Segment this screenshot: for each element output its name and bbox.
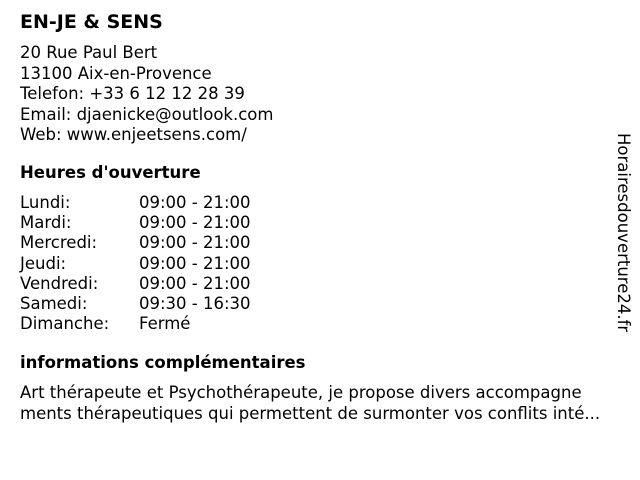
hours-day: Lundi: [20, 193, 71, 212]
hours-time: 09:00 - 21:00 [139, 273, 251, 293]
address-street: 20 Rue Paul Bert [20, 43, 158, 62]
site-watermark: Horairesdouverture24.fr [614, 133, 633, 333]
address-city: 13100 Aix-en-Provence [20, 63, 212, 83]
hours-day: Mercredi: [20, 233, 98, 253]
hours-time: Fermé [139, 314, 191, 334]
phone-number: Telefon: +33 6 12 12 28 39 [20, 84, 245, 103]
hours-time: 09:00 - 21:00 [139, 193, 251, 212]
description-text [20, 383, 635, 424]
hours-time: 09:00 - 21:00 [139, 213, 251, 233]
website-address: Web: www.enjeetsens.com/ [20, 125, 247, 144]
business-name: EN-JE & SENS [20, 11, 163, 33]
description-line: ments thérapeutiques qui permettent de surmonter vos conflits inté... [20, 403, 601, 423]
description-line: Art thérapeute et Psychothérapeute, je propose divers accompagne [20, 383, 582, 402]
hours-time: 09:00 - 21:00 [139, 233, 251, 253]
email-address: Email: djaenicke@outlook.com [20, 104, 274, 124]
additional-info-heading: informations complémentaires [20, 353, 306, 372]
opening-hours-heading: Heures d'ouverture [20, 163, 201, 182]
hours-time: 09:30 - 16:30 [139, 293, 251, 313]
hours-day: Mardi: [20, 213, 72, 233]
contact-block [20, 43, 273, 146]
hours-time: 09:00 - 21:00 [139, 253, 251, 273]
hours-day: Samedi: [20, 293, 88, 313]
hours-day: Jeudi: [20, 253, 67, 273]
hours-day: Dimanche: [20, 314, 110, 334]
hours-day: Vendredi: [20, 273, 99, 293]
